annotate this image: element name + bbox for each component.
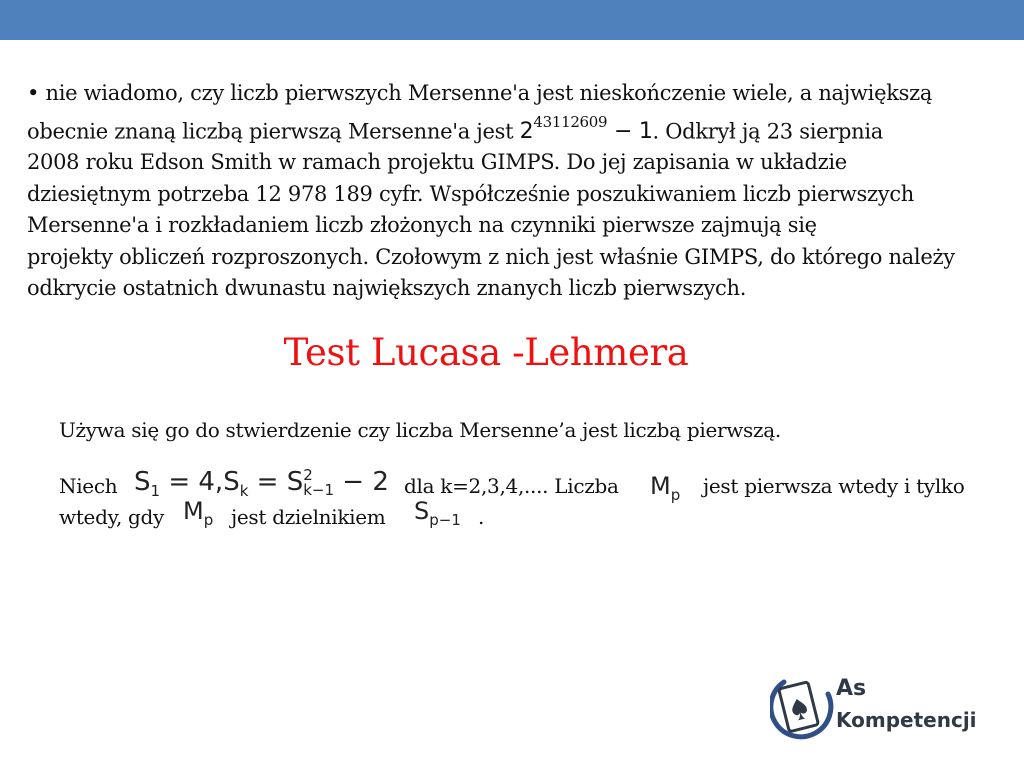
- largest-mersenne-prime-formula: [519, 112, 653, 144]
- s1-equals-four: = 4,: [160, 467, 224, 497]
- mersenne-minus-one: − 1: [607, 118, 653, 144]
- niech-label: Niech: [59, 474, 118, 498]
- sk1-superscript: 2: [303, 465, 313, 484]
- mersenne-exponent: 43112609: [533, 112, 608, 131]
- mp2-subscript: p: [203, 510, 214, 529]
- bullet-symbol: •: [27, 81, 40, 105]
- minus-two: − 2: [334, 467, 389, 497]
- mp-base: M: [650, 472, 671, 500]
- sk-subscript: k: [239, 482, 249, 501]
- mersenne-paragraph: [27, 78, 1012, 305]
- mp-symbol: [650, 470, 680, 511]
- dla-k-text: dla k=2,3,4,.... Liczba: [404, 474, 619, 498]
- sk1-subscript: k−1: [303, 480, 335, 499]
- s1-base: S: [134, 467, 151, 497]
- sk1-base: S: [286, 467, 304, 497]
- paragraph-line-1-text: nie wiadomo, czy liczb pierwszych Mersenne'a jest nieskończenie wiele, a największą: [45, 81, 933, 105]
- mp-symbol-2: [183, 495, 213, 536]
- jest-dzielnikiem-text: jest dzielnikiem: [231, 505, 386, 529]
- logo-text-kompetencji: Kompetencji: [836, 708, 977, 732]
- final-period: .: [478, 505, 485, 529]
- mersenne-base: 2: [519, 118, 534, 144]
- sk-base: S: [223, 467, 240, 497]
- paragraph-line-3: 2008 roku Edson Smith w ramach projektu GIMPS. Do jej zapisania w układzie: [27, 150, 847, 175]
- section-title: Test Lucasa -Lehmera: [283, 331, 689, 374]
- paragraph-line-1: [27, 78, 1012, 110]
- logo-text-as: As: [836, 676, 867, 701]
- as-kompetencji-logo: [770, 672, 1000, 744]
- jest-pierwsza-text: jest pierwsza wtedy i tylko: [703, 474, 965, 498]
- paragraph-line-6: projekty obliczeń rozproszonych. Czołowym z nich jest właśnie GIMPS, do którego należy: [27, 244, 955, 269]
- paragraph-line-7: odkrycie ostatnich dwunastu największych znanych liczb pierwszych.: [27, 276, 747, 301]
- paragraph-line-2-text: obecnie znaną liczbą pierwszą Mersenne'a jest: [27, 118, 520, 143]
- sp1-subscript: p−1: [429, 510, 461, 529]
- wtedy-gdy-text: wtedy, gdy: [59, 505, 165, 529]
- sp1-symbol: [414, 495, 461, 536]
- mp-subscript: p: [670, 485, 681, 504]
- mp2-base: M: [183, 497, 204, 525]
- paragraph-line-5: Mersenne'a i rozkładaniem liczb złożonych na czynniki pierwsze zajmują się: [27, 213, 817, 238]
- sk1-scripts: [303, 465, 335, 499]
- paragraph-line-2-tail: . Odkrył ją 23 sierpnia: [652, 118, 884, 143]
- top-header-bar: [0, 0, 1024, 40]
- sp1-base: S: [414, 497, 430, 525]
- paragraph-line-2: [27, 110, 1012, 148]
- spade-card-icon: [770, 672, 834, 744]
- sk-equals: =: [248, 467, 287, 497]
- s1-subscript: 1: [150, 482, 161, 501]
- paragraph-line-4: dziesiętnym potrzeba 12 978 189 cyfr. Współcześnie poszukiwaniem liczb pierwszych: [27, 181, 915, 206]
- usage-sentence: Używa się go do stwierdzenie czy liczba Mersenne’a jest liczbą pierwszą.: [59, 418, 781, 442]
